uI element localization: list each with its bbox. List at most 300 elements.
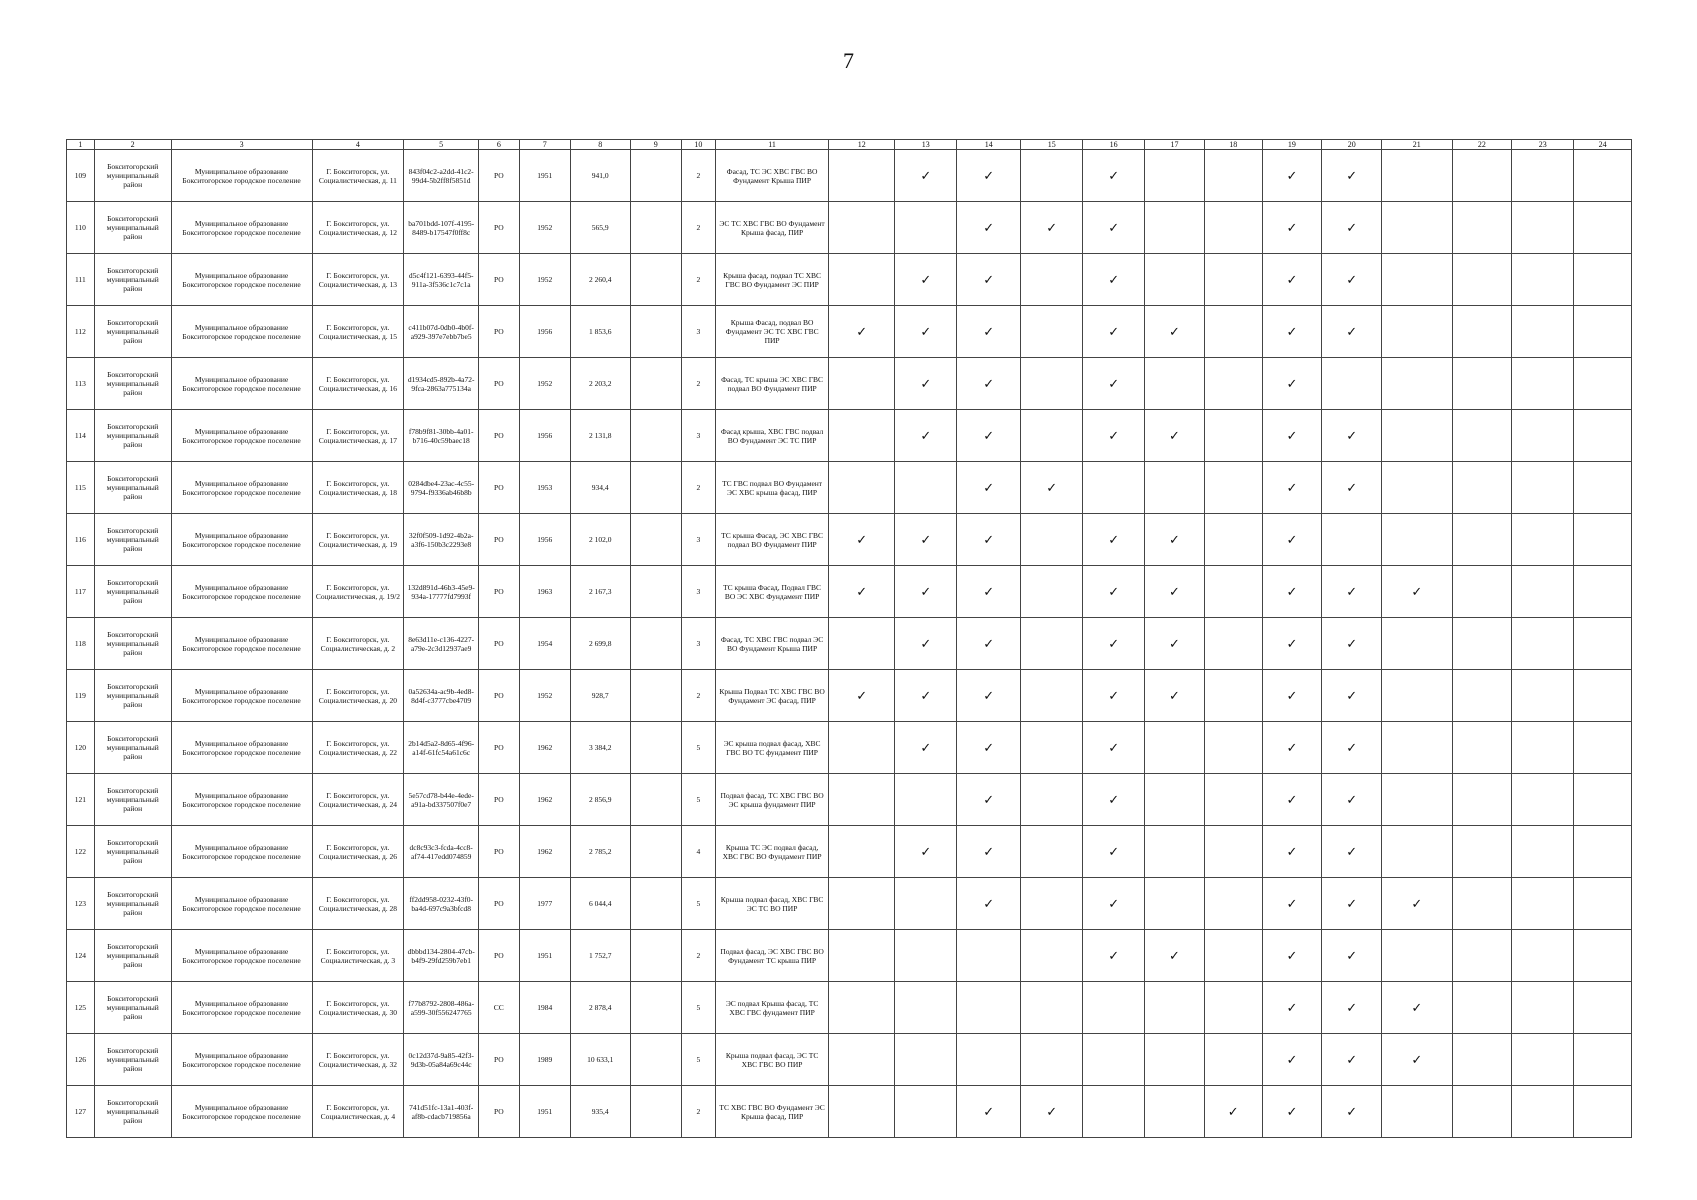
empty-cell — [1021, 358, 1083, 410]
empty-cell — [1204, 618, 1262, 670]
table-row — [67, 982, 1632, 1034]
year-built-cell: 1962 — [519, 826, 570, 878]
empty-cell — [1574, 410, 1632, 462]
check-mark-icon: ✓ — [957, 774, 1021, 826]
municipality-cell: Муниципальное образование Бокситогорское городское поселение — [171, 982, 312, 1034]
empty-cell — [1512, 254, 1574, 306]
municipality-cell: Муниципальное образование Бокситогорское городское поселение — [171, 1086, 312, 1138]
empty-cell — [1452, 514, 1512, 566]
empty-cell — [630, 514, 681, 566]
empty-cell — [630, 1086, 681, 1138]
empty-cell — [630, 878, 681, 930]
empty-cell — [630, 930, 681, 982]
empty-cell — [1083, 462, 1145, 514]
empty-cell — [1452, 878, 1512, 930]
row-number: 109 — [67, 150, 95, 202]
repair-elements-cell: Фасад, ТС крыша ЭС ХВС ГВС подвал ВО Фундамент ПИР — [716, 358, 829, 410]
check-mark-icon: ✓ — [1322, 462, 1382, 514]
check-mark-icon: ✓ — [1322, 1086, 1382, 1138]
area-cell: 941,0 — [570, 150, 630, 202]
area-cell: 2 878,4 — [570, 982, 630, 1034]
empty-cell — [829, 722, 895, 774]
management-type-cell: РО — [479, 670, 520, 722]
empty-cell — [1452, 150, 1512, 202]
check-mark-icon: ✓ — [1145, 306, 1205, 358]
district-cell: Бокситогорский муниципальный район — [94, 826, 171, 878]
column-number-header: 7 — [519, 140, 570, 150]
management-type-cell: РО — [479, 722, 520, 774]
empty-cell — [1382, 254, 1452, 306]
year-built-cell: 1951 — [519, 150, 570, 202]
empty-cell — [895, 1034, 957, 1086]
row-number: 110 — [67, 202, 95, 254]
check-mark-icon: ✓ — [1083, 514, 1145, 566]
year-built-cell: 1984 — [519, 982, 570, 1034]
house-guid-cell: d5c4f121-6393-44f5-911a-3f536c1c7c1a — [404, 254, 479, 306]
empty-cell — [1452, 306, 1512, 358]
empty-cell — [1021, 670, 1083, 722]
empty-cell — [1021, 982, 1083, 1034]
check-mark-icon: ✓ — [957, 358, 1021, 410]
year-built-cell: 1962 — [519, 722, 570, 774]
district-cell: Бокситогорский муниципальный район — [94, 150, 171, 202]
house-guid-cell: dbbbd134-2804-47cb-b4f9-29fd259b7eb1 — [404, 930, 479, 982]
empty-cell — [1382, 930, 1452, 982]
area-cell: 2 785,2 — [570, 826, 630, 878]
empty-cell — [1204, 826, 1262, 878]
municipality-cell: Муниципальное образование Бокситогорское городское поселение — [171, 826, 312, 878]
empty-cell — [829, 462, 895, 514]
municipality-cell: Муниципальное образование Бокситогорское городское поселение — [171, 878, 312, 930]
row-number: 111 — [67, 254, 95, 306]
area-cell: 2 203,2 — [570, 358, 630, 410]
row-number: 122 — [67, 826, 95, 878]
empty-cell — [1322, 514, 1382, 566]
check-mark-icon: ✓ — [957, 566, 1021, 618]
repair-elements-cell: Фасад, ТС ХВС ГВС подвал ЭС ВО Фундамент Крыша ПИР — [716, 618, 829, 670]
empty-cell — [630, 670, 681, 722]
district-cell: Бокситогорский муниципальный район — [94, 774, 171, 826]
empty-cell — [1512, 514, 1574, 566]
address-cell: Г. Бокситогорск, ул. Социалистическая, д. 12 — [312, 202, 404, 254]
empty-cell — [1574, 618, 1632, 670]
management-type-cell: РО — [479, 254, 520, 306]
empty-cell — [630, 202, 681, 254]
check-mark-icon: ✓ — [1262, 930, 1322, 982]
check-mark-icon: ✓ — [1262, 1086, 1322, 1138]
district-cell: Бокситогорский муниципальный район — [94, 618, 171, 670]
row-number: 118 — [67, 618, 95, 670]
empty-cell — [1145, 826, 1205, 878]
repair-elements-cell: ЭС крыша подвал фасад, ХВС ГВС ВО ТС фундамент ПИР — [716, 722, 829, 774]
empty-cell — [1574, 254, 1632, 306]
empty-cell — [630, 150, 681, 202]
check-mark-icon: ✓ — [895, 722, 957, 774]
column-number-header: 9 — [630, 140, 681, 150]
empty-cell — [630, 618, 681, 670]
empty-cell — [829, 982, 895, 1034]
check-mark-icon: ✓ — [1083, 202, 1145, 254]
check-mark-icon: ✓ — [1262, 306, 1322, 358]
row-number: 127 — [67, 1086, 95, 1138]
empty-cell — [1204, 930, 1262, 982]
area-cell: 928,7 — [570, 670, 630, 722]
column-number-header: 14 — [957, 140, 1021, 150]
district-cell: Бокситогорский муниципальный район — [94, 306, 171, 358]
row-number: 112 — [67, 306, 95, 358]
empty-cell — [895, 774, 957, 826]
check-mark-icon: ✓ — [1021, 1086, 1083, 1138]
management-type-cell: РО — [479, 566, 520, 618]
area-cell: 935,4 — [570, 1086, 630, 1138]
empty-cell — [1512, 1086, 1574, 1138]
empty-cell — [1382, 1086, 1452, 1138]
empty-cell — [1452, 774, 1512, 826]
empty-cell — [1574, 462, 1632, 514]
municipality-cell: Муниципальное образование Бокситогорское городское поселение — [171, 618, 312, 670]
empty-cell — [1145, 982, 1205, 1034]
year-built-cell: 1951 — [519, 1086, 570, 1138]
check-mark-icon: ✓ — [1322, 306, 1382, 358]
house-guid-cell: 8e63d11e-c136-4227-a79e-2c3d12937ae9 — [404, 618, 479, 670]
repair-elements-cell: ТС крыша Фасад, ЭС ХВС ГВС подвал ВО Фундамент ПИР — [716, 514, 829, 566]
empty-cell — [1512, 774, 1574, 826]
check-mark-icon: ✓ — [829, 514, 895, 566]
column-number-header: 10 — [681, 140, 715, 150]
row-number: 119 — [67, 670, 95, 722]
repair-elements-cell: ЭС ТС ХВС ГВС ВО Фундамент Крыша фасад, ПИР — [716, 202, 829, 254]
check-mark-icon: ✓ — [1382, 878, 1452, 930]
house-guid-cell: 32f0f509-1d92-4b2a-a3f6-150b3c2293e8 — [404, 514, 479, 566]
check-mark-icon: ✓ — [1083, 722, 1145, 774]
year-built-cell: 1952 — [519, 202, 570, 254]
floors-cell: 2 — [681, 462, 715, 514]
district-cell: Бокситогорский муниципальный район — [94, 462, 171, 514]
check-mark-icon: ✓ — [1262, 878, 1322, 930]
house-guid-cell: 843f04c2-a2dd-41c2-99d4-5b2ff8f5851d — [404, 150, 479, 202]
repair-elements-cell: Крыша Подвал ТС ХВС ГВС ВО Фундамент ЭС фасад, ПИР — [716, 670, 829, 722]
check-mark-icon: ✓ — [1322, 254, 1382, 306]
repair-elements-cell: Крыша подвал фасад, ЭС ТС ХВС ГВС ВО ПИР — [716, 1034, 829, 1086]
column-number-header: 8 — [570, 140, 630, 150]
municipality-cell: Муниципальное образование Бокситогорское городское поселение — [171, 462, 312, 514]
table-row — [67, 774, 1632, 826]
address-cell: Г. Бокситогорск, ул. Социалистическая, д. 11 — [312, 150, 404, 202]
empty-cell — [1512, 566, 1574, 618]
column-number-header: 13 — [895, 140, 957, 150]
address-cell: Г. Бокситогорск, ул. Социалистическая, д. 18 — [312, 462, 404, 514]
check-mark-icon: ✓ — [1262, 982, 1322, 1034]
year-built-cell: 1963 — [519, 566, 570, 618]
empty-cell — [1574, 566, 1632, 618]
year-built-cell: 1956 — [519, 306, 570, 358]
management-type-cell: РО — [479, 618, 520, 670]
empty-cell — [829, 1086, 895, 1138]
management-type-cell: РО — [479, 1086, 520, 1138]
floors-cell: 5 — [681, 774, 715, 826]
check-mark-icon: ✓ — [1145, 514, 1205, 566]
empty-cell — [1574, 1086, 1632, 1138]
table-row — [67, 306, 1632, 358]
empty-cell — [957, 982, 1021, 1034]
area-cell: 2 167,3 — [570, 566, 630, 618]
empty-cell — [1021, 1034, 1083, 1086]
check-mark-icon: ✓ — [957, 618, 1021, 670]
empty-cell — [1145, 462, 1205, 514]
floors-cell: 2 — [681, 202, 715, 254]
empty-cell — [1574, 514, 1632, 566]
empty-cell — [1145, 254, 1205, 306]
check-mark-icon: ✓ — [1262, 462, 1322, 514]
empty-cell — [1204, 878, 1262, 930]
empty-cell — [630, 774, 681, 826]
address-cell: Г. Бокситогорск, ул. Социалистическая, д. 26 — [312, 826, 404, 878]
row-number: 114 — [67, 410, 95, 462]
empty-cell — [1145, 878, 1205, 930]
house-guid-cell: 5e57cd78-b44e-4ede-a91a-bd337507f0e7 — [404, 774, 479, 826]
check-mark-icon: ✓ — [1322, 982, 1382, 1034]
row-number: 115 — [67, 462, 95, 514]
check-mark-icon: ✓ — [895, 566, 957, 618]
empty-cell — [1512, 930, 1574, 982]
column-number-header: 22 — [1452, 140, 1512, 150]
check-mark-icon: ✓ — [1145, 670, 1205, 722]
management-type-cell: РО — [479, 306, 520, 358]
empty-cell — [1382, 618, 1452, 670]
empty-cell — [1574, 774, 1632, 826]
row-number: 113 — [67, 358, 95, 410]
check-mark-icon: ✓ — [895, 618, 957, 670]
column-number-header: 20 — [1322, 140, 1382, 150]
district-cell: Бокситогорский муниципальный район — [94, 410, 171, 462]
empty-cell — [1574, 202, 1632, 254]
house-guid-cell: dc8c93c3-fcda-4cc8-af74-417edd074859 — [404, 826, 479, 878]
floors-cell: 3 — [681, 410, 715, 462]
check-mark-icon: ✓ — [957, 202, 1021, 254]
empty-cell — [1021, 306, 1083, 358]
floors-cell: 5 — [681, 722, 715, 774]
row-number: 117 — [67, 566, 95, 618]
empty-cell — [630, 566, 681, 618]
district-cell: Бокситогорский муниципальный район — [94, 930, 171, 982]
check-mark-icon: ✓ — [1021, 462, 1083, 514]
check-mark-icon: ✓ — [957, 878, 1021, 930]
table-row — [67, 618, 1632, 670]
district-cell: Бокситогорский муниципальный район — [94, 1034, 171, 1086]
municipality-cell: Муниципальное образование Бокситогорское городское поселение — [171, 566, 312, 618]
address-cell: Г. Бокситогорск, ул. Социалистическая, д. 19 — [312, 514, 404, 566]
municipality-cell: Муниципальное образование Бокситогорское городское поселение — [171, 254, 312, 306]
area-cell: 2 260,4 — [570, 254, 630, 306]
house-guid-cell: 2b14d5a2-8d65-4f96-a14f-61fc54a61c6c — [404, 722, 479, 774]
check-mark-icon: ✓ — [1262, 670, 1322, 722]
empty-cell — [1145, 150, 1205, 202]
check-mark-icon: ✓ — [1083, 566, 1145, 618]
empty-cell — [1145, 202, 1205, 254]
empty-cell — [1204, 722, 1262, 774]
check-mark-icon: ✓ — [1145, 410, 1205, 462]
management-type-cell: РО — [479, 150, 520, 202]
column-number-header: 11 — [716, 140, 829, 150]
repair-elements-cell: ТС ГВС подвал ВО Фундамент ЭС ХВС крыша фасад, ПИР — [716, 462, 829, 514]
check-mark-icon: ✓ — [1083, 930, 1145, 982]
management-type-cell: РО — [479, 462, 520, 514]
row-number: 120 — [67, 722, 95, 774]
area-cell: 1 752,7 — [570, 930, 630, 982]
address-cell: Г. Бокситогорск, ул. Социалистическая, д. 2 — [312, 618, 404, 670]
empty-cell — [1574, 150, 1632, 202]
column-number-header: 15 — [1021, 140, 1083, 150]
empty-cell — [1204, 514, 1262, 566]
address-cell: Г. Бокситогорск, ул. Социалистическая, д. 13 — [312, 254, 404, 306]
empty-cell — [957, 930, 1021, 982]
check-mark-icon: ✓ — [1322, 826, 1382, 878]
municipality-cell: Муниципальное образование Бокситогорское городское поселение — [171, 150, 312, 202]
empty-cell — [1512, 1034, 1574, 1086]
house-guid-cell: 0a52634a-ac9b-4ed8-8d4f-c3777cbe4709 — [404, 670, 479, 722]
empty-cell — [1452, 202, 1512, 254]
check-mark-icon: ✓ — [895, 358, 957, 410]
empty-cell — [1021, 878, 1083, 930]
floors-cell: 2 — [681, 1086, 715, 1138]
floors-cell: 3 — [681, 514, 715, 566]
district-cell: Бокситогорский муниципальный район — [94, 878, 171, 930]
year-built-cell: 1952 — [519, 358, 570, 410]
empty-cell — [1452, 410, 1512, 462]
house-guid-cell: 741d51fc-13a1-403f-af8b-cdacb719856a — [404, 1086, 479, 1138]
column-number-header: 6 — [479, 140, 520, 150]
empty-cell — [1452, 358, 1512, 410]
check-mark-icon: ✓ — [1262, 618, 1322, 670]
check-mark-icon: ✓ — [1322, 566, 1382, 618]
check-mark-icon: ✓ — [1021, 202, 1083, 254]
floors-cell: 5 — [681, 1034, 715, 1086]
empty-cell — [829, 878, 895, 930]
empty-cell — [1382, 826, 1452, 878]
empty-cell — [1512, 618, 1574, 670]
house-guid-cell: d1934cd5-892b-4a72-9fca-2863a775134a — [404, 358, 479, 410]
empty-cell — [1145, 1034, 1205, 1086]
empty-cell — [1204, 1034, 1262, 1086]
address-cell: Г. Бокситогорск, ул. Социалистическая, д. 19/2 — [312, 566, 404, 618]
address-cell: Г. Бокситогорск, ул. Социалистическая, д. 17 — [312, 410, 404, 462]
check-mark-icon: ✓ — [1083, 410, 1145, 462]
house-guid-cell: f77b8792-2808-486a-a599-30f556247765 — [404, 982, 479, 1034]
check-mark-icon: ✓ — [895, 514, 957, 566]
address-cell: Г. Бокситогорск, ул. Социалистическая, д. 28 — [312, 878, 404, 930]
empty-cell — [1021, 514, 1083, 566]
empty-cell — [1512, 826, 1574, 878]
check-mark-icon: ✓ — [1322, 150, 1382, 202]
table-row — [67, 826, 1632, 878]
empty-cell — [1021, 774, 1083, 826]
municipality-cell: Муниципальное образование Бокситогорское городское поселение — [171, 306, 312, 358]
empty-cell — [1382, 410, 1452, 462]
management-type-cell: СС — [479, 982, 520, 1034]
empty-cell — [1204, 150, 1262, 202]
empty-cell — [1145, 722, 1205, 774]
municipality-cell: Муниципальное образование Бокситогорское городское поселение — [171, 514, 312, 566]
table-row — [67, 202, 1632, 254]
row-number: 116 — [67, 514, 95, 566]
check-mark-icon: ✓ — [1322, 410, 1382, 462]
empty-cell — [630, 358, 681, 410]
check-mark-icon: ✓ — [1322, 1034, 1382, 1086]
empty-cell — [1512, 410, 1574, 462]
repair-elements-cell: Крыша фасад, подвал ТС ХВС ГВС ВО Фундамент ЭС ПИР — [716, 254, 829, 306]
empty-cell — [1574, 306, 1632, 358]
repair-elements-cell: Крыша Фасад, подвал ВО Фундамент ЭС ТС ХВС ГВС ПИР — [716, 306, 829, 358]
floors-cell: 2 — [681, 150, 715, 202]
district-cell: Бокситогорский муниципальный район — [94, 254, 171, 306]
empty-cell — [1382, 774, 1452, 826]
area-cell: 2 699,8 — [570, 618, 630, 670]
empty-cell — [1083, 1086, 1145, 1138]
year-built-cell: 1953 — [519, 462, 570, 514]
house-guid-cell: 0c12d37d-9a85-42f3-9d3b-05a84a69c44c — [404, 1034, 479, 1086]
empty-cell — [829, 202, 895, 254]
check-mark-icon: ✓ — [1083, 358, 1145, 410]
empty-cell — [1512, 202, 1574, 254]
empty-cell — [1452, 1086, 1512, 1138]
empty-cell — [1512, 358, 1574, 410]
empty-cell — [630, 306, 681, 358]
empty-cell — [829, 826, 895, 878]
area-cell: 2 131,8 — [570, 410, 630, 462]
empty-cell — [1512, 722, 1574, 774]
table-row — [67, 410, 1632, 462]
repair-elements-cell: Подвал фасад, ЭС ХВС ГВС ВО Фундамент ТС крыша ПИР — [716, 930, 829, 982]
empty-cell — [829, 1034, 895, 1086]
empty-cell — [1382, 306, 1452, 358]
empty-cell — [1574, 930, 1632, 982]
check-mark-icon: ✓ — [829, 566, 895, 618]
repair-elements-cell: Фасад крыша, ХВС ГВС подвал ВО Фундамент ЭС ТС ПИР — [716, 410, 829, 462]
check-mark-icon: ✓ — [957, 514, 1021, 566]
repair-elements-cell: ЭС подвал Крыша фасад, ТС ХВС ГВС фундамент ПИР — [716, 982, 829, 1034]
column-number-header: 16 — [1083, 140, 1145, 150]
repair-elements-cell: Фасад, ТС ЭС ХВС ГВС ВО Фундамент Крыша ПИР — [716, 150, 829, 202]
municipality-cell: Муниципальное образование Бокситогорское городское поселение — [171, 358, 312, 410]
district-cell: Бокситогорский муниципальный район — [94, 722, 171, 774]
empty-cell — [1452, 826, 1512, 878]
page-number: 7 — [843, 48, 854, 73]
empty-cell — [1204, 358, 1262, 410]
check-mark-icon: ✓ — [1322, 878, 1382, 930]
area-cell: 2 102,0 — [570, 514, 630, 566]
house-guid-cell: f78b9f81-30bb-4a01-b716-40c59baec18 — [404, 410, 479, 462]
table-row — [67, 878, 1632, 930]
management-type-cell: РО — [479, 774, 520, 826]
empty-cell — [1322, 358, 1382, 410]
column-number-header: 12 — [829, 140, 895, 150]
year-built-cell: 1952 — [519, 254, 570, 306]
row-number: 125 — [67, 982, 95, 1034]
row-number: 126 — [67, 1034, 95, 1086]
empty-cell — [1512, 982, 1574, 1034]
check-mark-icon: ✓ — [957, 410, 1021, 462]
empty-cell — [1021, 566, 1083, 618]
check-mark-icon: ✓ — [957, 462, 1021, 514]
empty-cell — [829, 254, 895, 306]
check-mark-icon: ✓ — [829, 670, 895, 722]
empty-cell — [1382, 358, 1452, 410]
empty-cell — [829, 774, 895, 826]
empty-cell — [1204, 982, 1262, 1034]
column-number-header: 21 — [1382, 140, 1452, 150]
column-number-header: 19 — [1262, 140, 1322, 150]
house-guid-cell: 0284dbe4-23ac-4c55-9794-f9336ab46b8b — [404, 462, 479, 514]
